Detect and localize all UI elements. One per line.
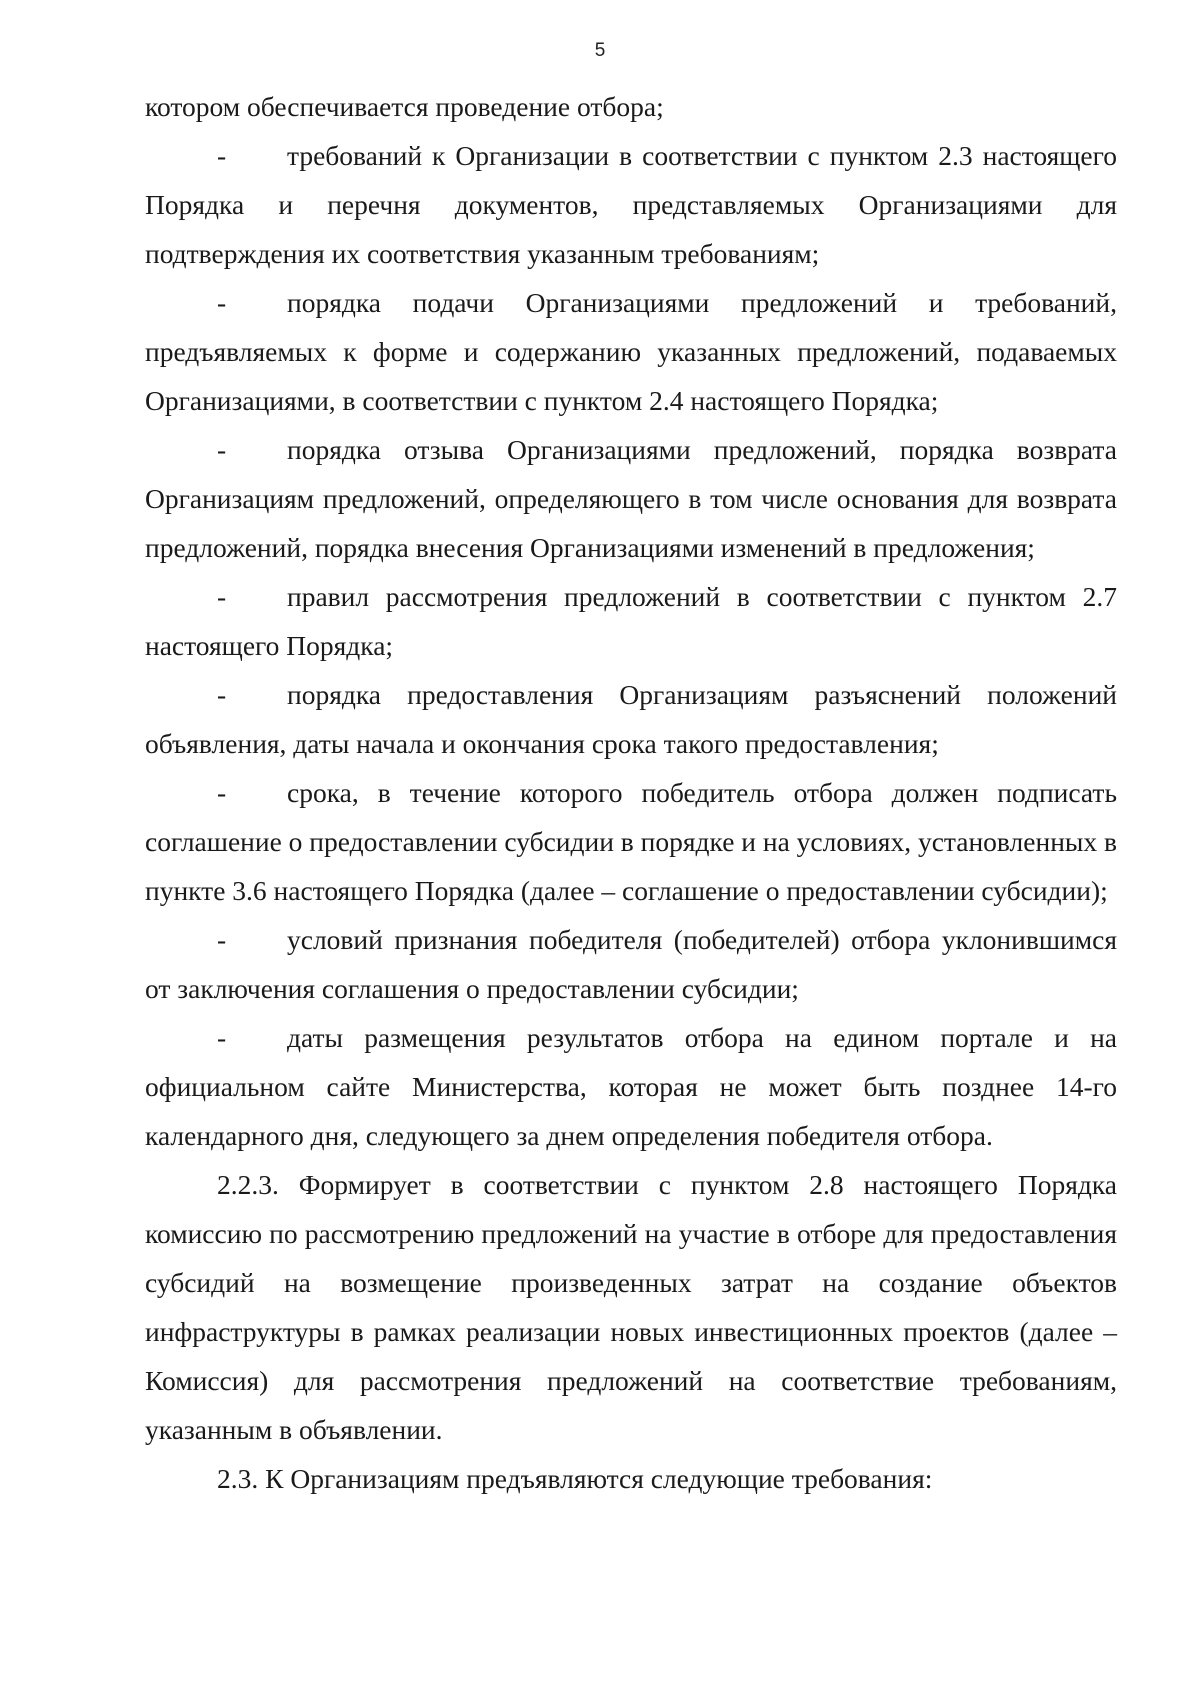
document-body	[145, 82, 1117, 1503]
list-dash: -	[217, 1022, 227, 1053]
paragraph-continuation: котором обеспечивается проведение отбора;	[145, 91, 664, 122]
paragraph-clause-2-3: 2.3. К Организациям предъявляются следующие требования:	[217, 1463, 933, 1494]
list-item	[145, 768, 1117, 915]
list-item-text: порядка предоставления Организациям разъяснений положений объявления, даты начала и окончания срока такого предоставления;	[145, 679, 1117, 759]
list-item-text: требований к Организации в соответствии с пунктом 2.3 настоящего Порядка и перечня документов, представляемых Организациями для подтверждения их соответствия указанным требованиям;	[145, 140, 1117, 269]
list-item-text: срока, в течение которого победитель отбора должен подписать соглашение о предоставлении субсидии в порядке и на условиях, установленных в пункте 3.6 настоящего Порядка (далее – соглашение о предоставлении субсидии);	[145, 777, 1118, 906]
list-item	[145, 670, 1117, 768]
list-item-text: правил рассмотрения предложений в соответствии с пунктом 2.7 настоящего Порядка;	[145, 581, 1117, 661]
list-item-text: порядка отзыва Организациями предложений, порядка возврата Организациям предложений, определяющего в том числе основания для возврата предложений, порядка внесения Организациями изменений в предложения;	[145, 434, 1117, 563]
list-item-text: условий признания победителя (победителей) отбора уклонившимся от заключения соглашения о предоставлении субсидии;	[145, 924, 1117, 1004]
list-item-text: порядка подачи Организациями предложений и требований, предъявляемых к форме и содержанию указанных предложений, подаваемых Организациями, в соответствии с пунктом 2.4 настоящего Порядка;	[145, 287, 1117, 416]
list-item	[145, 572, 1117, 670]
list-item	[145, 915, 1117, 1013]
list-dash: -	[217, 140, 227, 171]
list-item	[145, 1013, 1117, 1160]
list-dash: -	[217, 679, 227, 710]
list-dash: -	[217, 581, 227, 612]
list-item-text: даты размещения результатов отбора на едином портале и на официальном сайте Министерства, которая не может быть позднее 14-го календарного дня, следующего за днем определения победителя отбора.	[145, 1022, 1117, 1151]
list-dash: -	[217, 434, 227, 465]
list-dash: -	[217, 777, 227, 808]
page-number: 5	[594, 40, 606, 61]
paragraph-clause-2-2-3: 2.2.3. Формирует в соответствии с пунктом 2.8 настоящего Порядка комиссию по рассмотрению предложений на участие в отборе для предоставления субсидий на возмещение произведенных затрат на создание объектов инфраструктуры в рамках реализации новых инвестиционных проектов (далее – Комиссия) для рассмотрения предложений на соответствие требованиям, указанным в объявлении.	[145, 1169, 1117, 1445]
list-item	[145, 131, 1117, 278]
list-item	[145, 278, 1117, 425]
list-item	[145, 425, 1117, 572]
list-dash: -	[217, 924, 227, 955]
list-dash: -	[217, 287, 227, 318]
